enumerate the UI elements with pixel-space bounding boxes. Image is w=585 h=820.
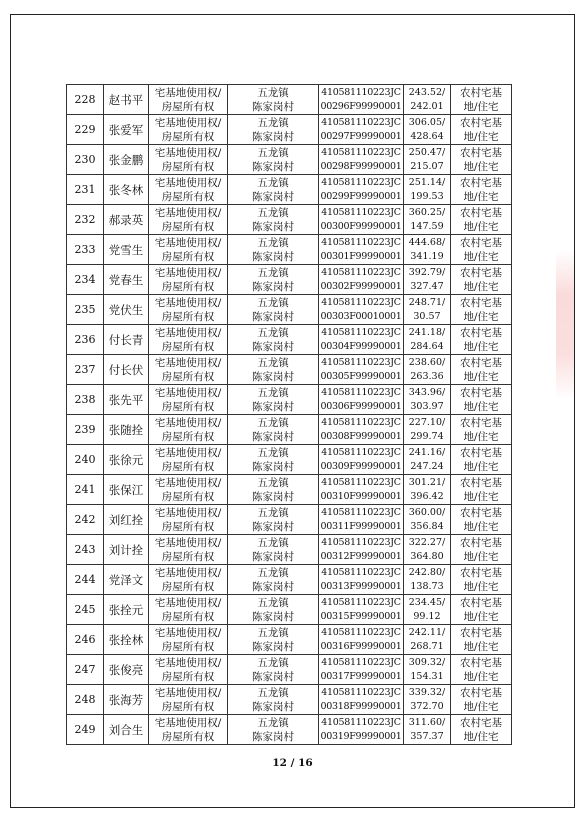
table-row [67,205,512,235]
land-use: 农村宅基 地/住宅 [451,355,512,385]
row-number: 245 [67,595,104,625]
unit-code: 410581110223JC 00319F99990001 [319,715,404,745]
unit-code: 410581110223JC 00300F99990001 [319,205,404,235]
land-use: 农村宅基 地/住宅 [451,145,512,175]
location: 五龙镇 陈家岗村 [228,355,319,385]
area: 322.27/ 364.80 [404,535,451,565]
table-row [67,535,512,565]
area: 242.80/ 138.73 [404,565,451,595]
row-number: 246 [67,625,104,655]
land-use: 农村宅基 地/住宅 [451,295,512,325]
area: 234.45/ 99.12 [404,595,451,625]
land-use: 农村宅基 地/住宅 [451,85,512,115]
owner-name: 党春生 [104,265,149,295]
unit-code: 410581110223JC 00298F99990001 [319,145,404,175]
area: 241.16/ 247.24 [404,445,451,475]
location: 五龙镇 陈家岗村 [228,385,319,415]
owner-name: 张保江 [104,475,149,505]
right-type: 宅基地使用权/ 房屋所有权 [149,475,228,505]
location: 五龙镇 陈家岗村 [228,565,319,595]
right-type: 宅基地使用权/ 房屋所有权 [149,685,228,715]
owner-name: 张海芳 [104,685,149,715]
land-use: 农村宅基 地/住宅 [451,475,512,505]
owner-name: 付长青 [104,325,149,355]
location: 五龙镇 陈家岗村 [228,655,319,685]
unit-code: 410581110223JC 00312F99990001 [319,535,404,565]
right-type: 宅基地使用权/ 房屋所有权 [149,295,228,325]
owner-name: 张俊亮 [104,655,149,685]
row-number: 229 [67,115,104,145]
table-row [67,475,512,505]
right-type: 宅基地使用权/ 房屋所有权 [149,115,228,145]
land-use: 农村宅基 地/住宅 [451,715,512,745]
row-number: 242 [67,505,104,535]
location: 五龙镇 陈家岗村 [228,715,319,745]
row-number: 233 [67,235,104,265]
owner-name: 党雪生 [104,235,149,265]
unit-code: 410581110223JC 00309F99990001 [319,445,404,475]
table-row [67,505,512,535]
owner-name: 张冬林 [104,175,149,205]
table-row [67,175,512,205]
row-number: 232 [67,205,104,235]
unit-code: 410581110223JC 00303F00010001 [319,295,404,325]
area: 360.25/ 147.59 [404,205,451,235]
register-table [66,84,512,745]
location: 五龙镇 陈家岗村 [228,325,319,355]
table-row [67,685,512,715]
area: 343.96/ 303.97 [404,385,451,415]
row-number: 231 [67,175,104,205]
area: 241.18/ 284.64 [404,325,451,355]
location: 五龙镇 陈家岗村 [228,625,319,655]
table-row [67,385,512,415]
unit-code: 410581110223JC 00311F99990001 [319,505,404,535]
stamp-mark [556,250,574,400]
owner-name: 付长伏 [104,355,149,385]
land-use: 农村宅基 地/住宅 [451,685,512,715]
unit-code: 410581110223JC 00317F99990001 [319,655,404,685]
owner-name: 张拴元 [104,595,149,625]
location: 五龙镇 陈家岗村 [228,235,319,265]
row-number: 239 [67,415,104,445]
location: 五龙镇 陈家岗村 [228,475,319,505]
area: 227.10/ 299.74 [404,415,451,445]
right-type: 宅基地使用权/ 房屋所有权 [149,385,228,415]
land-use: 农村宅基 地/住宅 [451,235,512,265]
unit-code: 410581110223JC 00315F99990001 [319,595,404,625]
area: 360.00/ 356.84 [404,505,451,535]
unit-code: 410581110223JC 00301F99990001 [319,235,404,265]
right-type: 宅基地使用权/ 房屋所有权 [149,445,228,475]
owner-name: 赵书平 [104,85,149,115]
right-type: 宅基地使用权/ 房屋所有权 [149,85,228,115]
right-type: 宅基地使用权/ 房屋所有权 [149,205,228,235]
location: 五龙镇 陈家岗村 [228,265,319,295]
table-row [67,415,512,445]
area: 444.68/ 341.19 [404,235,451,265]
location: 五龙镇 陈家岗村 [228,595,319,625]
right-type: 宅基地使用权/ 房屋所有权 [149,505,228,535]
unit-code: 410581110223JC 00299F99990001 [319,175,404,205]
right-type: 宅基地使用权/ 房屋所有权 [149,325,228,355]
table-row [67,235,512,265]
row-number: 228 [67,85,104,115]
row-number: 241 [67,475,104,505]
unit-code: 410581110223JC 00310F99990001 [319,475,404,505]
owner-name: 张金鹏 [104,145,149,175]
unit-code: 410581110223JC 00318F99990001 [319,685,404,715]
area: 301.21/ 396.42 [404,475,451,505]
location: 五龙镇 陈家岗村 [228,85,319,115]
land-use: 农村宅基 地/住宅 [451,415,512,445]
row-number: 243 [67,535,104,565]
area: 306.05/ 428.64 [404,115,451,145]
area: 243.52/ 242.01 [404,85,451,115]
right-type: 宅基地使用权/ 房屋所有权 [149,415,228,445]
area: 311.60/ 357.37 [404,715,451,745]
table-row [67,625,512,655]
area: 309.32/ 154.31 [404,655,451,685]
land-use: 农村宅基 地/住宅 [451,535,512,565]
right-type: 宅基地使用权/ 房屋所有权 [149,145,228,175]
row-number: 248 [67,685,104,715]
area: 339.32/ 372.70 [404,685,451,715]
right-type: 宅基地使用权/ 房屋所有权 [149,535,228,565]
right-type: 宅基地使用权/ 房屋所有权 [149,235,228,265]
right-type: 宅基地使用权/ 房屋所有权 [149,655,228,685]
location: 五龙镇 陈家岗村 [228,175,319,205]
table-row [67,445,512,475]
area: 242.11/ 268.71 [404,625,451,655]
row-number: 236 [67,325,104,355]
unit-code: 410581110223JC 00296F99990001 [319,85,404,115]
right-type: 宅基地使用权/ 房屋所有权 [149,595,228,625]
owner-name: 张先平 [104,385,149,415]
land-use: 农村宅基 地/住宅 [451,115,512,145]
row-number: 234 [67,265,104,295]
location: 五龙镇 陈家岗村 [228,415,319,445]
land-use: 农村宅基 地/住宅 [451,625,512,655]
area: 250.47/ 215.07 [404,145,451,175]
owner-name: 郝录英 [104,205,149,235]
row-number: 240 [67,445,104,475]
land-use: 农村宅基 地/住宅 [451,565,512,595]
land-use: 农村宅基 地/住宅 [451,445,512,475]
location: 五龙镇 陈家岗村 [228,535,319,565]
table-row [67,715,512,745]
location: 五龙镇 陈家岗村 [228,685,319,715]
land-use: 农村宅基 地/住宅 [451,175,512,205]
land-use: 农村宅基 地/住宅 [451,505,512,535]
row-number: 230 [67,145,104,175]
row-number: 249 [67,715,104,745]
land-use: 农村宅基 地/住宅 [451,385,512,415]
table-row [67,565,512,595]
right-type: 宅基地使用权/ 房屋所有权 [149,265,228,295]
page-number: 12 / 16 [272,757,313,769]
area: 238.60/ 263.36 [404,355,451,385]
right-type: 宅基地使用权/ 房屋所有权 [149,175,228,205]
table-row [67,265,512,295]
location: 五龙镇 陈家岗村 [228,115,319,145]
right-type: 宅基地使用权/ 房屋所有权 [149,565,228,595]
owner-name: 张爱军 [104,115,149,145]
location: 五龙镇 陈家岗村 [228,295,319,325]
unit-code: 410581110223JC 00305F99990001 [319,355,404,385]
table-row [67,295,512,325]
land-use: 农村宅基 地/住宅 [451,265,512,295]
right-type: 宅基地使用权/ 房屋所有权 [149,355,228,385]
owner-name: 张徐元 [104,445,149,475]
row-number: 235 [67,295,104,325]
table-row [67,595,512,625]
unit-code: 410581110223JC 00302F99990001 [319,265,404,295]
table-body [67,85,512,745]
table-row [67,145,512,175]
table-row [67,115,512,145]
location: 五龙镇 陈家岗村 [228,445,319,475]
row-number: 247 [67,655,104,685]
table-row [67,655,512,685]
land-use: 农村宅基 地/住宅 [451,205,512,235]
owner-name: 张拴林 [104,625,149,655]
area: 248.71/ 30.57 [404,295,451,325]
area: 251.14/ 199.53 [404,175,451,205]
land-use: 农村宅基 地/住宅 [451,655,512,685]
row-number: 244 [67,565,104,595]
location: 五龙镇 陈家岗村 [228,505,319,535]
row-number: 237 [67,355,104,385]
land-use: 农村宅基 地/住宅 [451,595,512,625]
owner-name: 党伏生 [104,295,149,325]
owner-name: 党泽文 [104,565,149,595]
owner-name: 刘计拴 [104,535,149,565]
land-use: 农村宅基 地/住宅 [451,325,512,355]
unit-code: 410581110223JC 00306F99990001 [319,385,404,415]
unit-code: 410581110223JC 00316F99990001 [319,625,404,655]
owner-name: 张随拴 [104,415,149,445]
unit-code: 410581110223JC 00304F99990001 [319,325,404,355]
owner-name: 刘红拴 [104,505,149,535]
table-row [67,355,512,385]
location: 五龙镇 陈家岗村 [228,145,319,175]
unit-code: 410581110223JC 00308F99990001 [319,415,404,445]
unit-code: 410581110223JC 00297F99990001 [319,115,404,145]
row-number: 238 [67,385,104,415]
location: 五龙镇 陈家岗村 [228,205,319,235]
table-row [67,85,512,115]
unit-code: 410581110223JC 00313F99990001 [319,565,404,595]
table-row [67,325,512,355]
owner-name: 刘合生 [104,715,149,745]
area: 392.79/ 327.47 [404,265,451,295]
right-type: 宅基地使用权/ 房屋所有权 [149,715,228,745]
right-type: 宅基地使用权/ 房屋所有权 [149,625,228,655]
